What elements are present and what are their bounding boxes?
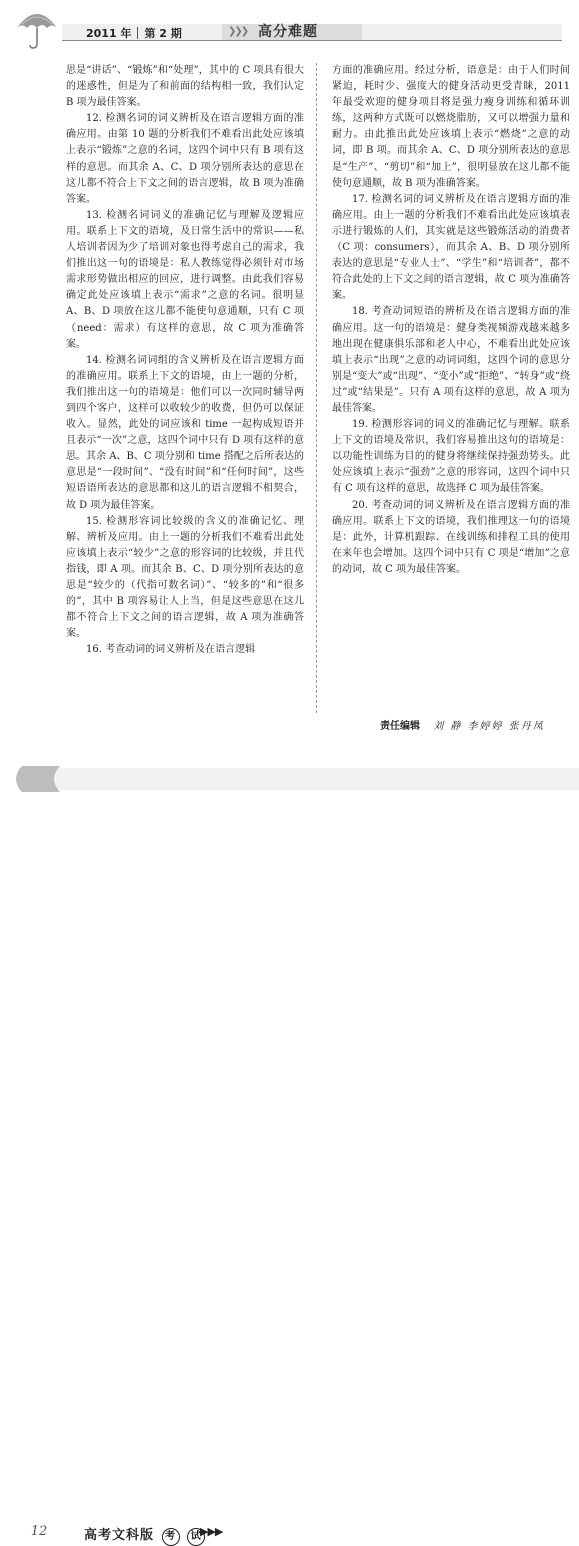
paragraph: 19. 检测形容词的词义的准确记忆与理解。联系上下文的语境及常识，我们容易推出这句的语境是：以功能性训练为目的的健身将继续保持强劲势头。此处应该填上表示“强劲”之意的形容词，这四个词中只有 C 项有这样的意思，故选择 C 项为最佳答案。 [332,419,570,495]
magazine-circle-char: 考 [162,1528,180,1546]
paragraph: 18. 考查动词短语的辨析及在语言逻辑方面的准确应用。这一句的语境是：健身类视频游戏越来越多地出现在健康俱乐部和老人中心，不难看出此处应该填上表示“出现”之意的动词词组，这四个词的意思分别是“变大”或“出现”、“变小”或“拒绝”、“转身”或“绕过”或“结果是”。只有 A 项有这样的意思，故 A 项为最佳答案。 [332,306,570,414]
page-header [0,0,579,58]
issue-number: 第 2 期 [144,27,182,40]
paragraph: 14. 检测名词词组的含义辨析及在语言逻辑方面的准确应用。联系上下文的语境，由上一题的分析，我们推出这一句的语境是：他们可以一次同时辅导两到四个客户，这样可以收较少的收费，但仍可以保证收入。显然，此处的词应该和 time 一起构成短语并且表示“一次”之意，这四个词中只有 D 项有这样的意思。其余 A、B、C 项分别和 time 搭配之后所表达的意思是“一段时间”、“没有时间”和“任何时间”，这些短语语所表达的意思都和这儿的语言逻辑不相契合，故 D 项为最佳答案。 [66,354,304,511]
editor-credit [380,717,545,732]
right-column [332,63,570,578]
editor-names: 刘 静 李婷婷 张丹凤 [433,721,545,732]
paragraph: 12. 检测名词的词义辨析及在语言逻辑方面的准确应用。由第 10 题的分析我们不难看出此处应该填上表示“锻炼”之意的名词，这四个词中只有 B 项有这样的意思。而其余 A、C、D 项分别所表达的意思在这儿都不符合上下文之间的语言逻辑，故 B 项为准确答案。 [66,113,304,205]
left-column [66,63,304,658]
magazine-name [84,1524,205,1546]
issue-info [86,24,182,42]
paragraph: 思是“讲话”、“锻炼”和“处理”，其中的 C 项具有很大的迷惑性，但是为了和前面的结构相一致，我们认定 B 项为最佳答案。 [66,65,304,109]
issue-separator [137,27,138,39]
umbrella-icon [14,6,60,50]
paragraph: 方面的准确应用。经过分析，语意是：由于人们时间紧迫，耗时少、强度大的健身活动更受青睐，2011 年最受欢迎的健身项目将是强力瘦身训练和循环训练，这两种方式既可以燃烧脂肪，又可以增强力量和耐力。由此推出此处应该填上表示“燃烧”之意的动词，即 B 项。而其余 A、C、D 项分别所表达的意思是“生产”、“剪切”和“加上”，很明显放在这儿都不能使句意通顺，故 B 项为准确答案。 [332,65,570,189]
column-divider [316,63,317,713]
paragraph: 20. 考查动词的词义辨析及在语言逻辑方面的准确应用。联系上下文的语境，我们推理这一句的语境是：此外，计算机跟踪、在线训练和排程工具的使用在来年也会增加。这四个词中只有 C 项是“增加”之意的动词，故 C 项为最佳答案。 [332,499,570,575]
header-chevrons-icon: ❯❯❯ [228,26,248,37]
footer-bar [0,764,579,800]
issue-year: 2011 年 [86,27,132,40]
paragraph: 16. 考查动词的词义辨析及在语言逻辑 [86,644,256,656]
magazine-title: 高考文科版 [84,1528,155,1543]
paragraph: 15. 检测形容词比较级的含义的准确记忆、理解、辨析及应用。由上一题的分析我们不难看出此处应该填上表示“较少”之意的形容词的比较级，并且代指钱，即 A 项。而其余 B、C、D 项分别所表达的意思是“较少的（代指可数名词）”、“较多的”和“很多的”，其中 B 项容易让人上当，但是这些意思在这儿都不符合上下文之间的语言逻辑，故 A 项为准确答案。 [66,515,304,640]
paragraph: 13. 检测名词词义的准确记忆与理解及逻辑应用。联系上下文的语境，及日常生活中的常识——私人培训者因为少了培训对象也得考虑自己的需求，我们推出这一句的语境是：私人教练觉得必须针对市场需求形势做出相应的回应，进行调整。由此我们容易确定此处应该填上表示“需求”之意的名词。很明显 A、B、D 项放在这儿都不能使句意通顺，只有 C 项（need：需求）有这样的意思，故 C 项为准确答案。 [66,209,304,350]
page-footer [0,756,579,1543]
paragraph: 17. 检测名词的词义辨析及在语言逻辑方面的准确应用。由上一题的分析我们不难看出此处应该填表示进行锻炼的人们，其实就是这些锻炼活动的消费者（C 项：consumers），而其余 A、B、D 项分别所表达的意思是“专业人士”、“学生”和“培训者”，都不符合此处的上下文之间的语言逻辑，故 C 项为准确答案。 [332,193,570,302]
editor-label: 责任编辑 [380,721,420,732]
column-title: 高分难题 [258,24,318,40]
magazine-circle-char: 试 [187,1528,205,1546]
footer-arrows-icon: ▶▶▶ [200,1525,223,1538]
page-number: 12 [30,1524,48,1539]
